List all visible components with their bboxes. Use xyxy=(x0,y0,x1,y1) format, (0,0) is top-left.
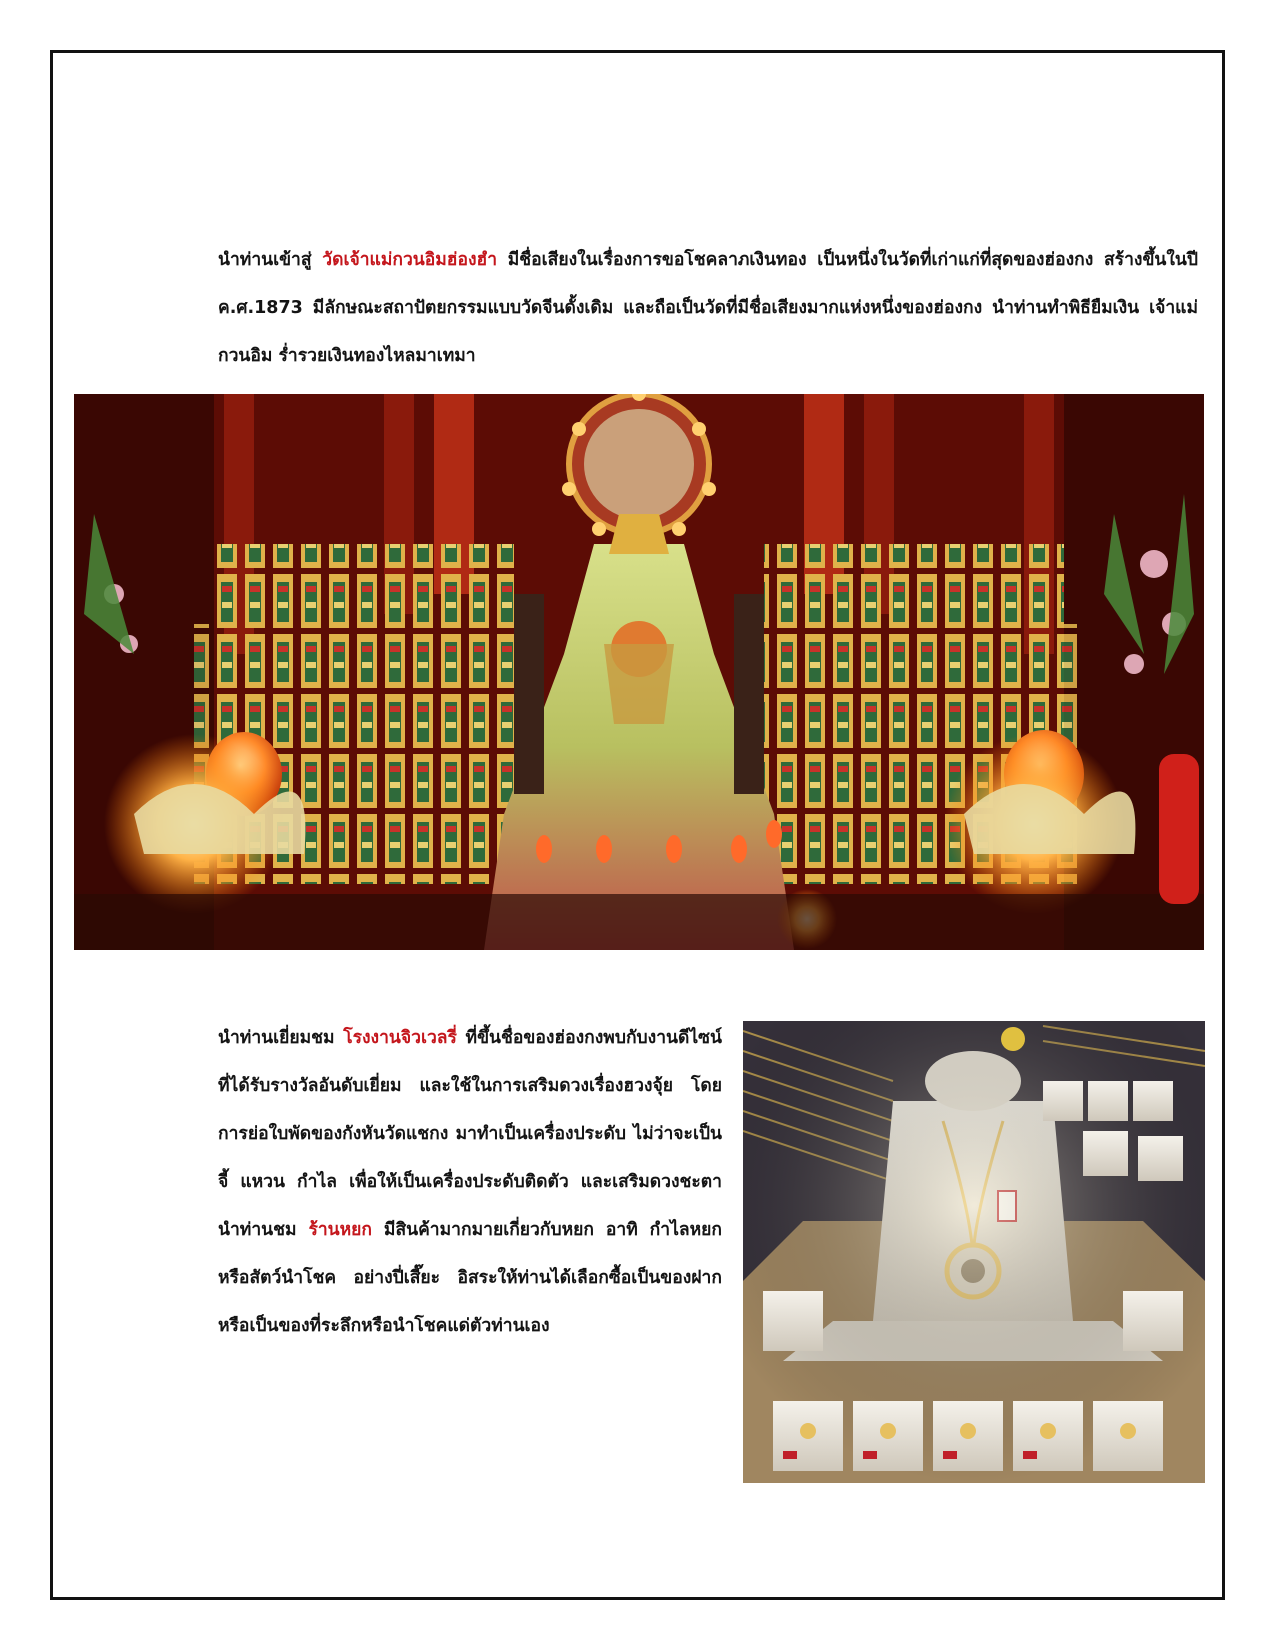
temple-name: วัดเจ้าแม่กวนอิมฮ่องฮำ xyxy=(322,250,498,270)
jade-description: มีสินค้ามากมายเกี่ยวกับหยก อาทิ กำไลหยก หรือสัตว์นำโชค อย่างปี่เสี๊ยะ อิสระให้ท่านได้เลือกซื้อเป็นของฝาก หรือเป็นของที่ระลึกหรือนำโชคแด่ตัวท่านเอง xyxy=(218,1220,722,1336)
jade-shop-name: ร้านหยก xyxy=(308,1220,373,1240)
temple-intro: นำท่านเข้าสู่ xyxy=(218,250,323,270)
temple-paragraph xyxy=(218,236,1198,380)
jewelry-paragraph xyxy=(218,1014,722,1350)
jewelry-intro: นำท่านเยี่ยมชม xyxy=(218,1028,344,1048)
jewelry-factory-name: โรงงานจิวเวลรี่ xyxy=(343,1028,457,1048)
temple-photo xyxy=(74,394,1204,950)
jewelry-photo xyxy=(743,1021,1205,1483)
temple-description: มีชื่อเสียงในเรื่องการขอโชคลาภเงินทอง เป็นหนึ่งในวัดที่เก่าแก่ที่สุดของฮ่องกง สร้างขึ้นในปี ค.ศ.1873 มีลักษณะสถาปัตยกรรมแบบวัดจีนดั้งเดิม และถือเป็นวัดที่มีชื่อเสียงมากแห่งหนึ่งของฮ่องกง นำท่านทำพิธียืมเงิน เจ้าแม่กวนอิม ร่ำรวยเงินทองไหลมาเทมา xyxy=(218,250,1198,366)
jewelry-description: ที่ขึ้นชื่อของฮ่องกงพบกับงานดีไซน์ที่ได้รับรางวัลอันดับเยี่ยม และใช้ในการเสริมดวงเรื่องฮวงจุ้ย โดยการย่อใบพัดของกังหันวัดแชกง มาทำเป็นเครื่องประดับ ไม่ว่าจะเป็น จี้ แหวน กำไล เพื่อให้เป็นเครื่องประดับติดตัว และเสริมดวงชะตา นำท่านชม xyxy=(218,1028,722,1240)
